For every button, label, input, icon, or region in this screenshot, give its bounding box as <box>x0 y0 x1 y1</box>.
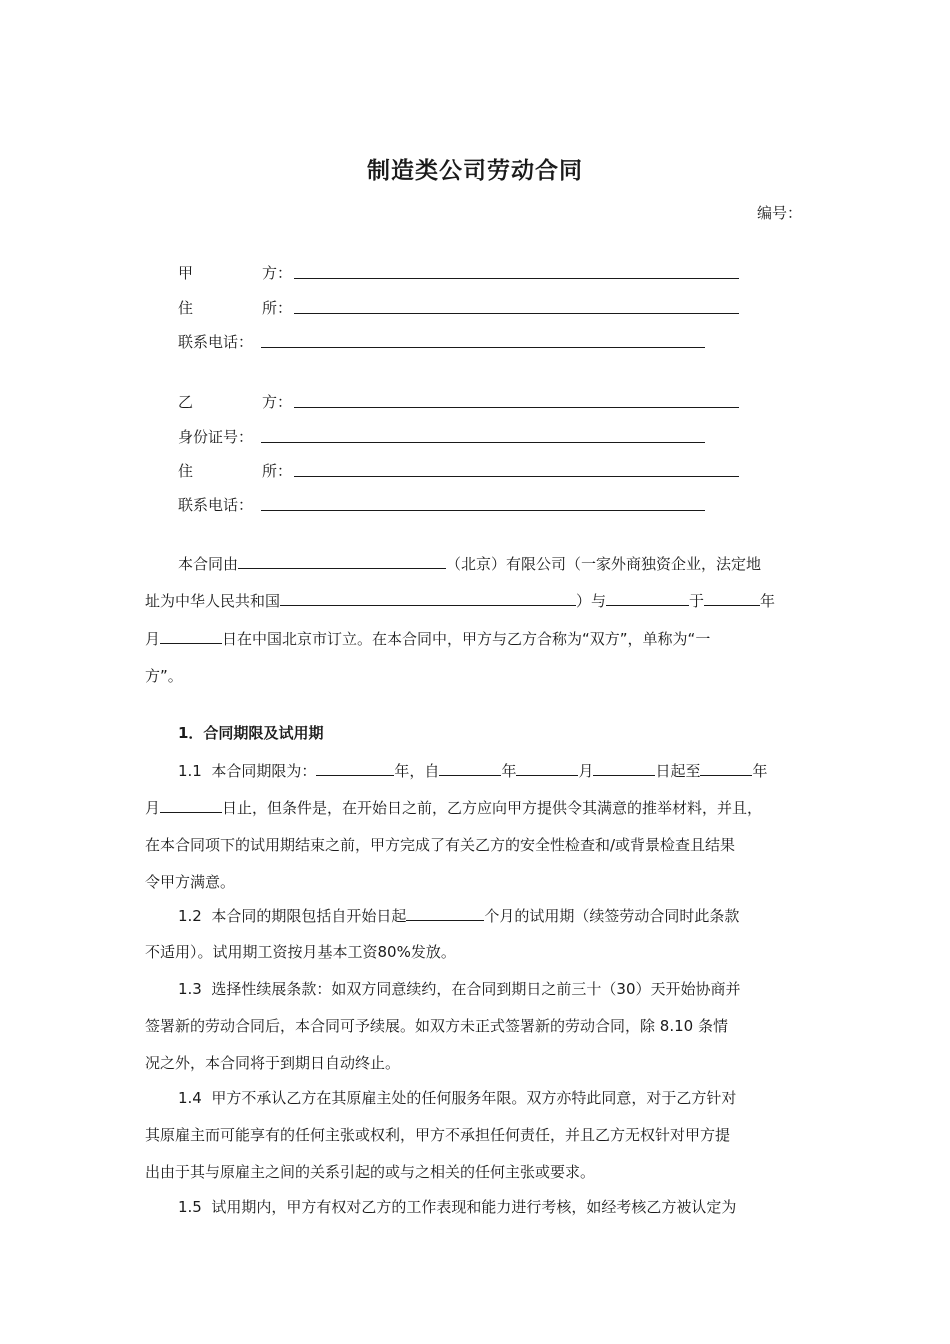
section-1-title: 1．合同期限及试用期 <box>178 724 324 742</box>
party-a-address-field[interactable] <box>294 313 739 314</box>
party-b-name-label-char2: 方： <box>262 393 293 411</box>
clause-1-4-line-3: 出由于其与原雇主之间的关系引起的或与之相关的任何主张或要求。 <box>145 1163 596 1181</box>
document-title: 制造类公司劳动合同 <box>367 158 583 184</box>
party-a-address-label-char2: 所： <box>262 299 293 317</box>
preamble-line-1 <box>178 553 761 574</box>
sign-year-blank[interactable] <box>704 591 760 606</box>
clause-text: 本合同的期限包括自开始日起 <box>211 907 407 925</box>
party-b-name-blank[interactable] <box>606 591 689 606</box>
party-b-name-label-char1: 乙 <box>178 393 194 411</box>
company-name-blank[interactable] <box>238 554 446 569</box>
preamble-text: 月 <box>145 630 161 648</box>
start-year-blank[interactable] <box>439 761 501 776</box>
party-a-phone-field[interactable] <box>261 347 705 348</box>
clause-1-1-line-2 <box>145 797 762 818</box>
clause-text: 选择性续展条款：如双方同意续约，在合同到期日之前三十（30）天开始协商并 <box>211 980 741 998</box>
clause-1-3-line-2: 签署新的劳动合同后，本合同可予续展。如双方未正式签署新的劳动合同，除 8.10 条情 <box>145 1017 728 1035</box>
party-a-name-label-char1: 甲 <box>178 264 194 282</box>
clause-number: 1.1 <box>178 762 202 780</box>
clause-1-5-line-1 <box>178 1196 736 1217</box>
clause-text: 本合同期限为： <box>211 762 317 780</box>
preamble-text: 日在中国北京市订立。在本合同中，甲方与乙方合称为“双方”，单称为“一 <box>222 630 711 648</box>
preamble-text: 本合同由 <box>178 555 239 573</box>
party-a-phone-label: 联系电话： <box>178 333 254 351</box>
clause-1-3-line-3: 况之外，本合同将于到期日自动终止。 <box>145 1054 401 1072</box>
clause-text: 年，自 <box>394 762 440 780</box>
clause-1-4-line-2: 其原雇主而可能享有的任何主张或权利，甲方不承担任何责任，并且乙方无权针对甲方提 <box>145 1126 731 1144</box>
party-b-phone-field[interactable] <box>261 510 705 511</box>
preamble-text: 年 <box>760 592 776 610</box>
preamble-line-4: 方”。 <box>145 667 183 685</box>
party-b-id-field[interactable] <box>261 442 705 443</box>
clause-number: 1.5 <box>178 1198 202 1216</box>
clause-number: 1.4 <box>178 1089 202 1107</box>
preamble-text: 址为中华人民共和国 <box>145 592 281 610</box>
start-day-blank[interactable] <box>593 761 655 776</box>
sign-month-blank[interactable] <box>160 629 222 644</box>
party-a-address-label-char1: 住 <box>178 299 194 317</box>
start-month-blank[interactable] <box>516 761 578 776</box>
party-b-phone-label: 联系电话： <box>178 496 254 514</box>
end-month-blank[interactable] <box>160 798 222 813</box>
party-b-name-field[interactable] <box>294 407 739 408</box>
clause-text: 年 <box>752 762 768 780</box>
party-a-name-label-char2: 方： <box>262 264 293 282</box>
clause-text: 月 <box>145 799 161 817</box>
clause-1-2-line-1 <box>178 905 739 926</box>
clause-1-2-line-2: 不适用）。试用期工资按月基本工资80%发放。 <box>145 943 456 961</box>
end-year-blank[interactable] <box>700 761 752 776</box>
preamble-line-3 <box>145 628 710 649</box>
clause-1-1-line-3: 在本合同项下的试用期结束之前，甲方完成了有关乙方的安全性检查和/或背景检查且结果 <box>145 836 736 854</box>
clause-1-3-line-1 <box>178 978 741 999</box>
probation-months-blank[interactable] <box>406 906 484 921</box>
clause-text: 个月的试用期（续签劳动合同时此条款 <box>484 907 740 925</box>
term-years-blank[interactable] <box>316 761 394 776</box>
party-b-id-label: 身份证号： <box>178 428 254 446</box>
preamble-text: 于 <box>689 592 705 610</box>
clause-number: 1.3 <box>178 980 202 998</box>
clause-number: 1.2 <box>178 907 202 925</box>
preamble-text: ）与 <box>576 592 607 610</box>
party-b-address-field[interactable] <box>294 476 739 477</box>
party-b-address-label-char2: 所： <box>262 462 293 480</box>
clause-text: 月 <box>578 762 594 780</box>
clause-text: 日止，但条件是，在开始日之前，乙方应向甲方提供令其满意的推举材料，并且， <box>222 799 763 817</box>
clause-text: 年 <box>501 762 517 780</box>
preamble-line-2 <box>145 590 775 611</box>
clause-1-1-line-1 <box>178 760 768 781</box>
preamble-text: （北京）有限公司（一家外商独资企业，法定地 <box>446 555 762 573</box>
company-address-blank[interactable] <box>280 591 576 606</box>
party-b-address-label-char1: 住 <box>178 462 194 480</box>
clause-1-4-line-1 <box>178 1087 736 1108</box>
clause-text: 试用期内，甲方有权对乙方的工作表现和能力进行考核，如经考核乙方被认定为 <box>211 1198 737 1216</box>
document-number-label: 编号： <box>757 204 803 222</box>
clause-text: 日起至 <box>655 762 701 780</box>
party-a-name-field[interactable] <box>294 278 739 279</box>
clause-1-1-line-4: 令甲方满意。 <box>145 873 236 891</box>
clause-text: 甲方不承认乙方在其原雇主处的任何服务年限。双方亦特此同意，对于乙方针对 <box>211 1089 737 1107</box>
